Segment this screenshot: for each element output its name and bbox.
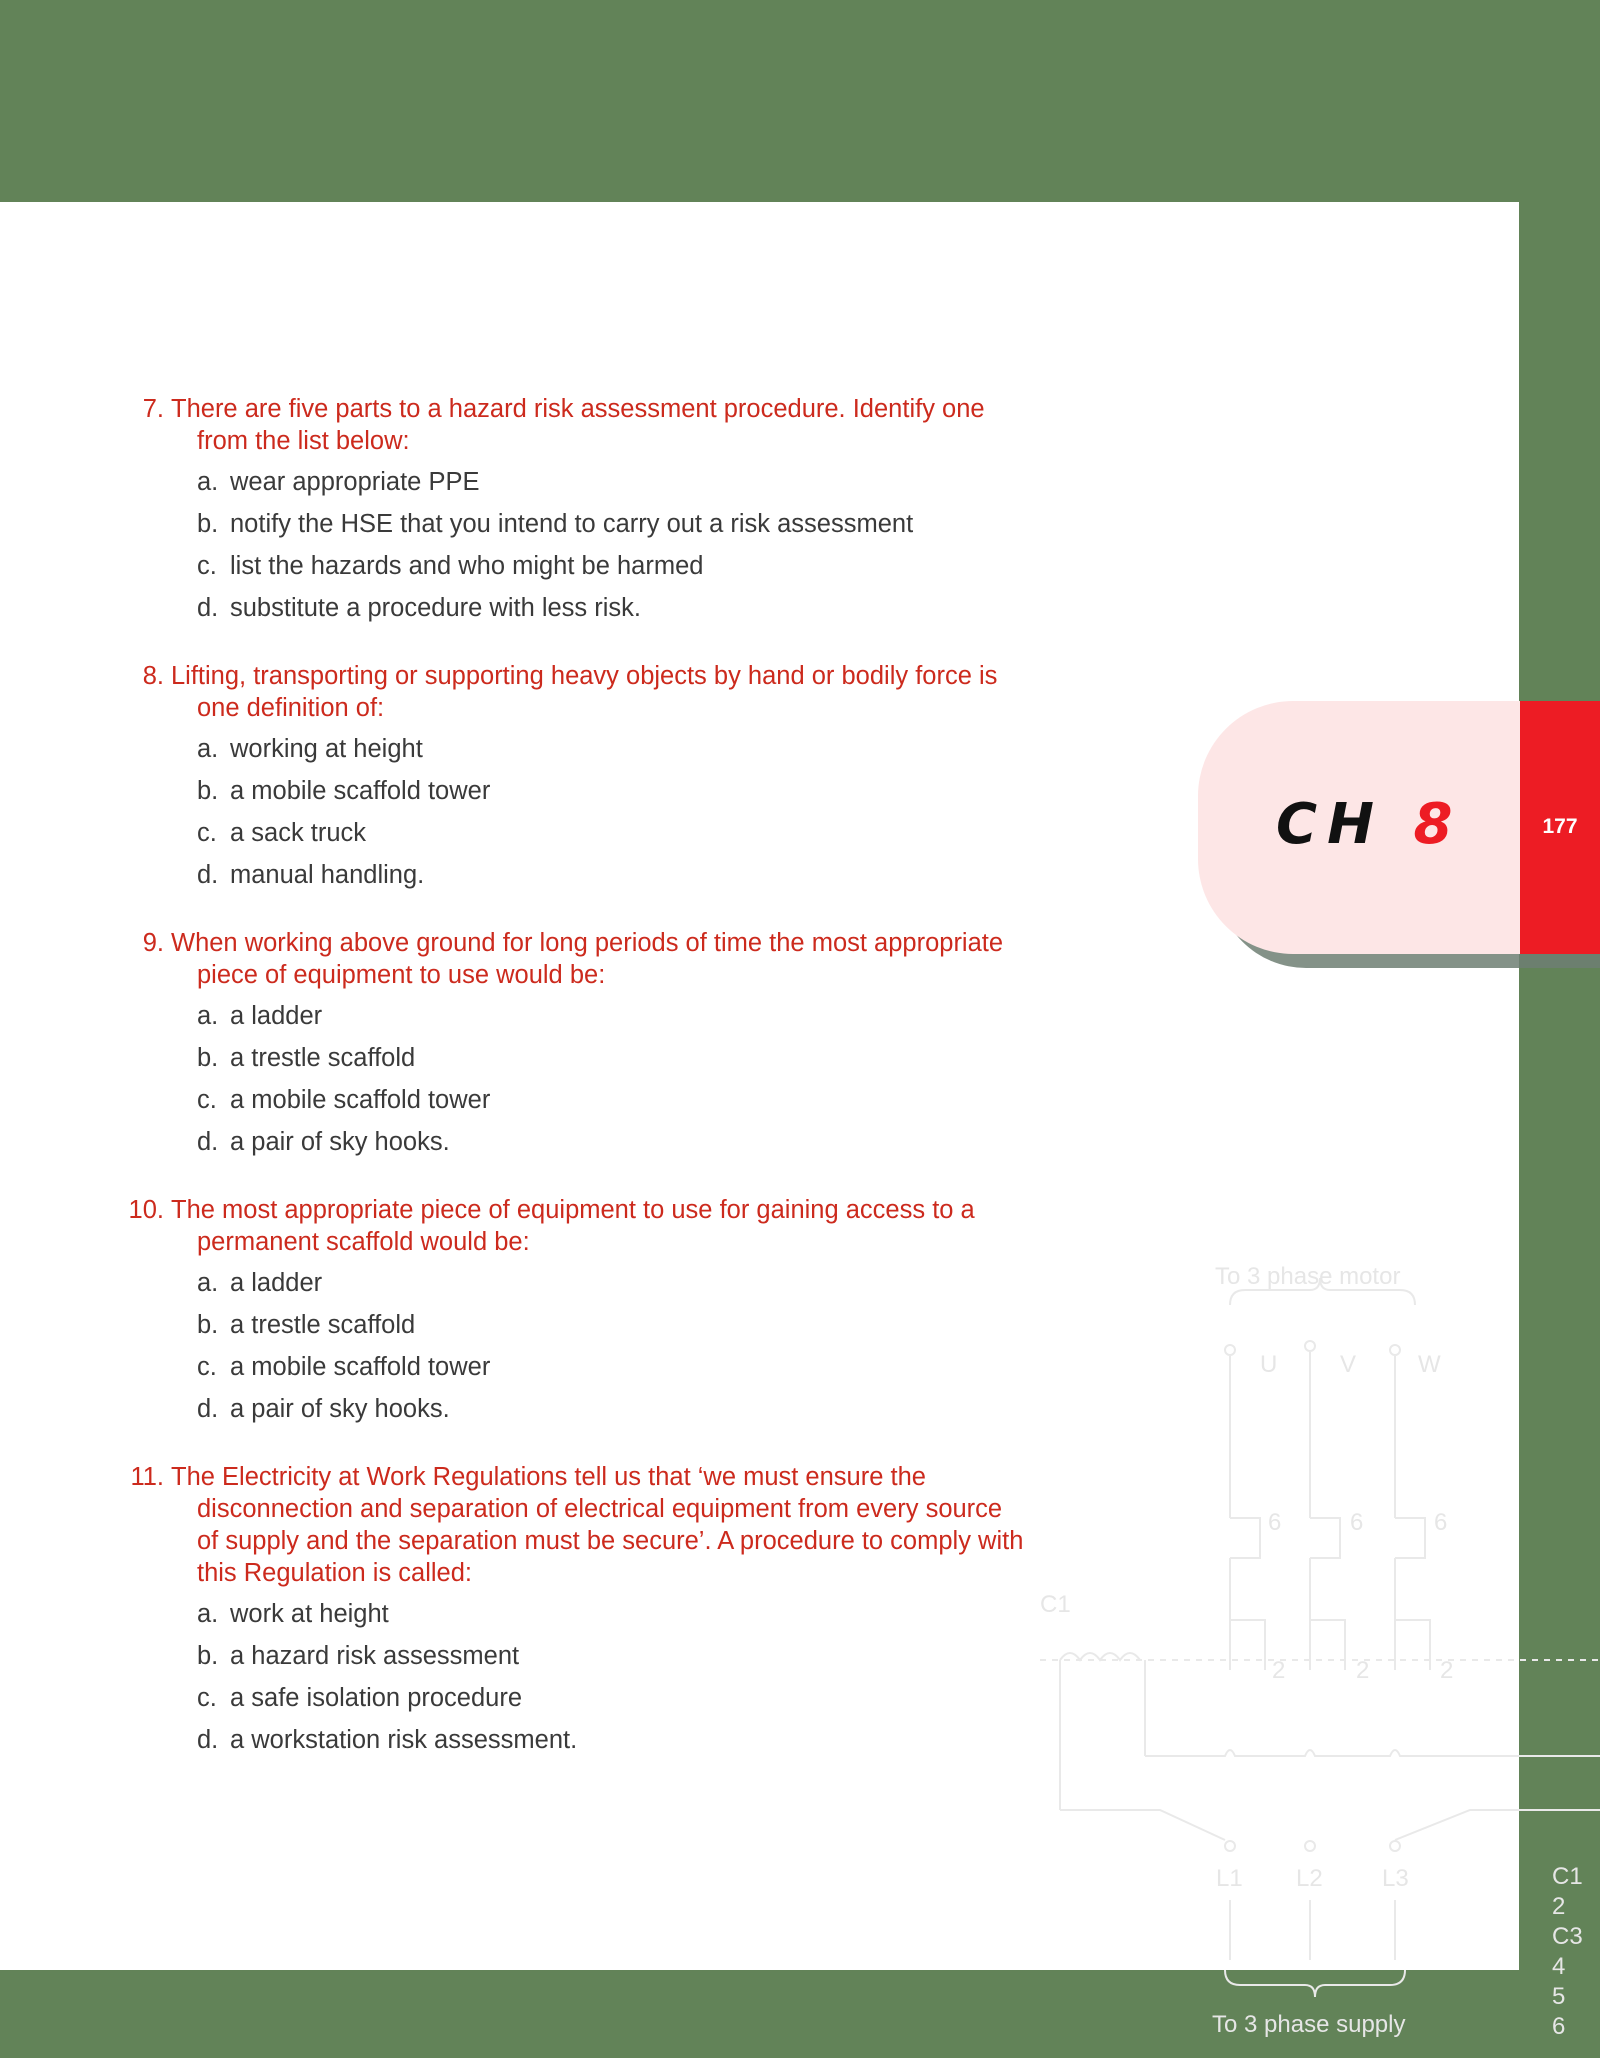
circuit-diagram-watermark — [1020, 1240, 1600, 2058]
chapter-label — [1276, 793, 1462, 857]
question-list — [0, 393, 1040, 1792]
option-letter: d. — [197, 594, 219, 622]
contact-label-3: 6 — [1434, 1509, 1448, 1536]
terminal-w: W — [1418, 1351, 1441, 1378]
chapter-tab — [1198, 701, 1600, 954]
option-text: a mobile scaffold tower — [230, 1086, 491, 1114]
answer-option — [0, 1000, 1040, 1042]
answer-options — [0, 1598, 1040, 1766]
question-number: 9. — [142, 929, 164, 957]
side-label: 4 — [1552, 1953, 1566, 1980]
option-text: a trestle scaffold — [230, 1044, 416, 1072]
question-text: When working above ground for long periods of time the most appropriate piece of equipment to use would be: — [171, 929, 1004, 989]
question-text: Lifting, transporting or supporting heavy objects by hand or bodily force is one definition of: — [171, 662, 998, 722]
answer-option — [0, 859, 1040, 901]
answer-options — [0, 1000, 1040, 1168]
answer-option — [0, 1084, 1040, 1126]
side-label: 6 — [1552, 2013, 1566, 2040]
answer-option — [0, 550, 1040, 592]
question-5 — [0, 1461, 1040, 1766]
contact-label-4: 2 — [1272, 1657, 1286, 1684]
option-text: manual handling. — [230, 861, 425, 889]
motor-label: To 3 phase motor — [1215, 1263, 1401, 1290]
chapter-prefix: CH — [1276, 792, 1384, 857]
answer-option — [0, 1351, 1040, 1393]
option-letter: b. — [197, 510, 219, 538]
answer-option — [0, 1309, 1040, 1351]
question-text: The most appropriate piece of equipment to use for gaining access to a permanent scaffold would be: — [171, 1196, 975, 1256]
option-text: a mobile scaffold tower — [230, 777, 491, 805]
option-letter: a. — [197, 735, 219, 763]
answer-option — [0, 1598, 1040, 1640]
answer-option — [0, 508, 1040, 550]
option-text: list the hazards and who might be harmed — [230, 552, 704, 580]
chapter-number: 8 — [1413, 792, 1463, 857]
option-letter: a. — [197, 1002, 219, 1030]
option-text: notify the HSE that you intend to carry out a risk assessment — [230, 510, 914, 538]
answer-option — [0, 1393, 1040, 1435]
option-letter: a. — [197, 1269, 219, 1297]
contact-label-5: 2 — [1356, 1657, 1370, 1684]
question-2 — [0, 660, 1040, 901]
answer-option — [0, 733, 1040, 775]
option-letter: b. — [197, 1642, 219, 1670]
question-stem — [0, 1194, 1040, 1258]
answer-option — [0, 1682, 1040, 1724]
option-text: substitute a procedure with less risk. — [230, 594, 642, 622]
option-letter: b. — [197, 777, 219, 805]
answer-option — [0, 1724, 1040, 1766]
option-text: a workstation risk assessment. — [230, 1726, 578, 1754]
question-3 — [0, 927, 1040, 1168]
question-number: 8. — [142, 662, 164, 690]
option-text: wear appropriate PPE — [230, 468, 480, 496]
question-number: 10. — [128, 1196, 164, 1224]
option-text: a safe isolation procedure — [230, 1684, 523, 1712]
contact-label-6: 2 — [1440, 1657, 1454, 1684]
question-text: The Electricity at Work Regulations tell us that ‘we must ensure the disconnection and separation of electrical equipment from every source of supply and the separation must be secure’. A procedure to comply with this Regulation is called: — [171, 1463, 1024, 1587]
question-4 — [0, 1194, 1040, 1435]
option-letter: b. — [197, 1311, 219, 1339]
option-letter: c. — [197, 1086, 217, 1114]
option-letter: c. — [197, 1684, 217, 1712]
answer-option — [0, 1126, 1040, 1168]
side-label: 5 — [1552, 1983, 1566, 2010]
answer-option — [0, 817, 1040, 859]
option-letter: d. — [197, 861, 219, 889]
option-letter: c. — [197, 819, 217, 847]
question-stem — [0, 1461, 1040, 1589]
option-text: a hazard risk assessment — [230, 1642, 520, 1670]
option-letter: a. — [197, 468, 219, 496]
option-letter: b. — [197, 1044, 219, 1072]
option-text: a sack truck — [230, 819, 367, 847]
question-1 — [0, 393, 1040, 634]
side-label: 2 — [1552, 1893, 1566, 1920]
answer-option — [0, 592, 1040, 634]
terminal-l3: L3 — [1382, 1865, 1409, 1892]
question-number: 7. — [142, 395, 164, 423]
terminal-u: U — [1260, 1351, 1278, 1378]
option-letter: a. — [197, 1600, 219, 1628]
question-number: 11. — [130, 1463, 164, 1491]
contact-label-2: 6 — [1350, 1509, 1364, 1536]
option-letter: d. — [197, 1128, 219, 1156]
answer-option — [0, 775, 1040, 817]
option-text: a trestle scaffold — [230, 1311, 416, 1339]
option-text: a ladder — [230, 1002, 323, 1030]
answer-options — [0, 466, 1040, 634]
option-letter: c. — [197, 1353, 217, 1381]
question-stem — [0, 660, 1040, 724]
question-text: There are five parts to a hazard risk assessment procedure. Identify one from the list below: — [171, 395, 985, 455]
answer-option — [0, 1640, 1040, 1682]
option-letter: c. — [197, 552, 217, 580]
option-text: a pair of sky hooks. — [230, 1395, 450, 1423]
option-text: working at height — [230, 735, 423, 763]
supply-label: To 3 phase supply — [1212, 2011, 1406, 2038]
terminal-l1: L1 — [1216, 1865, 1243, 1892]
answer-option — [0, 1042, 1040, 1084]
question-stem — [0, 927, 1040, 991]
page-number: 177 — [1542, 815, 1578, 838]
answer-options — [0, 1267, 1040, 1435]
side-label: C1 — [1552, 1863, 1583, 1890]
answer-option — [0, 1267, 1040, 1309]
coil-label: C1 — [1040, 1591, 1071, 1618]
option-letter: d. — [197, 1395, 219, 1423]
option-letter: d. — [197, 1726, 219, 1754]
option-text: a mobile scaffold tower — [230, 1353, 491, 1381]
option-text: work at height — [230, 1600, 389, 1628]
answer-option — [0, 466, 1040, 508]
terminal-l2: L2 — [1296, 1865, 1323, 1892]
side-label: C3 — [1552, 1923, 1583, 1950]
terminal-v: V — [1340, 1351, 1357, 1378]
option-text: a pair of sky hooks. — [230, 1128, 450, 1156]
question-stem — [0, 393, 1040, 457]
contact-label-1: 6 — [1268, 1509, 1282, 1536]
option-text: a ladder — [230, 1269, 323, 1297]
answer-options — [0, 733, 1040, 901]
